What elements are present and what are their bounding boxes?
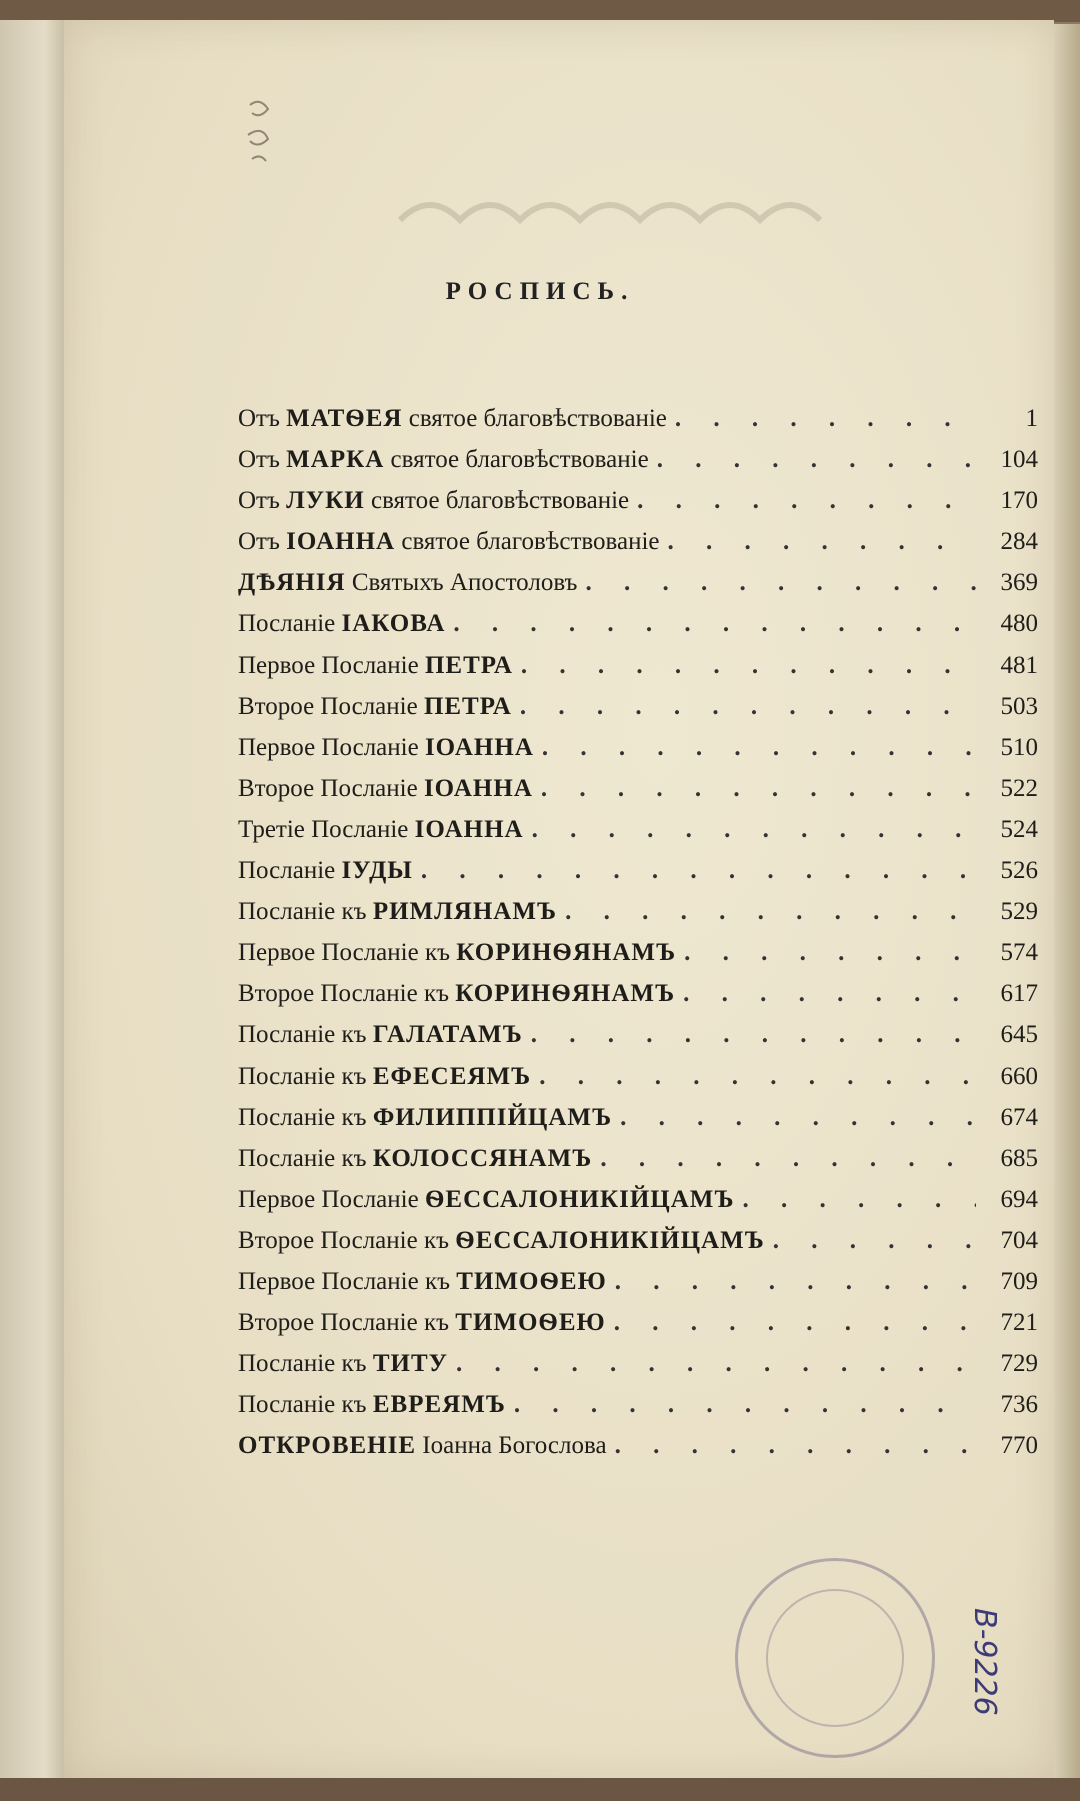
toc-entry-name: КОРИНѲЯНАМЪ — [455, 980, 676, 1008]
toc-entry-title — [238, 1425, 607, 1466]
toc-entry-title — [238, 562, 577, 603]
toc-entry-prefix: Посланіе — [238, 610, 342, 638]
toc-entry-name: ЛУКИ — [286, 487, 365, 515]
toc-entry-name: ІАКОВА — [341, 610, 446, 638]
toc-page-number: 481 — [1000, 651, 1038, 679]
toc-row — [238, 973, 1038, 1014]
dot-leader — [765, 1220, 976, 1261]
dot-leader — [607, 1425, 976, 1466]
dot-leader — [577, 562, 976, 603]
toc-page-number: 104 — [1000, 446, 1038, 474]
toc-entry-suffix: святое благовѣствованіе — [395, 528, 660, 556]
toc-entry-name: ДѢЯНІЯ — [238, 569, 346, 597]
table-of-contents — [238, 398, 1038, 1466]
toc-entry-prefix: Третіе Посланіе — [238, 815, 415, 843]
toc-page-number: 685 — [1000, 1144, 1038, 1172]
toc-entry-prefix: Первое Посланіе — [238, 651, 425, 679]
toc-entry-suffix: святое благовѣствованіе — [402, 405, 667, 432]
dot-leader — [531, 1056, 976, 1097]
bleed-through-text — [380, 180, 940, 240]
toc-entry-title — [238, 809, 524, 850]
toc-page-number: 660 — [1000, 1062, 1038, 1090]
toc-entry-title — [238, 891, 557, 932]
toc-entry-name: ІОАННА — [286, 528, 396, 556]
toc-entry-name: ІОАННА — [424, 733, 534, 761]
toc-entry-prefix: Первое Посланіе къ — [238, 1267, 457, 1295]
toc-entry-prefix: Второе Посланіе къ — [238, 980, 456, 1008]
toc-row — [238, 1220, 1038, 1261]
toc-entry-name: РИМЛЯНАМЪ — [372, 898, 558, 926]
toc-entry-name: ѲЕССАЛОНИКІЙЦАМЪ — [455, 1226, 765, 1254]
toc-entry-title — [238, 645, 513, 686]
toc-entry-title — [238, 439, 649, 480]
toc-entry-name: ПЕТРА — [423, 692, 512, 720]
toc-row — [238, 1261, 1038, 1302]
toc-page-number: 510 — [1000, 733, 1038, 761]
toc-row — [238, 768, 1038, 809]
toc-row — [238, 521, 1038, 562]
toc-page-number: 694 — [1000, 1185, 1038, 1213]
toc-page-number: 524 — [1000, 815, 1038, 843]
toc-entry-name: ГАЛАТАМЪ — [372, 1021, 523, 1049]
toc-entry-title — [238, 727, 534, 768]
toc-entry-prefix: Отъ — [238, 446, 287, 474]
toc-row — [238, 1138, 1038, 1179]
toc-page-number: 526 — [1000, 857, 1038, 885]
toc-page-number: 522 — [1000, 774, 1038, 802]
toc-entry-prefix: Отъ — [238, 487, 287, 515]
toc-entry-name: ІУДЫ — [341, 857, 413, 885]
toc-page-number: 480 — [1000, 610, 1038, 638]
toc-entry-name: ТИТУ — [372, 1350, 448, 1378]
toc-entry-name: ЕВРЕЯМЪ — [372, 1391, 506, 1419]
toc-page-number: 674 — [1000, 1103, 1038, 1131]
toc-entry-title — [238, 1014, 523, 1055]
toc-page-number: 574 — [1000, 939, 1038, 967]
toc-entry-name: ФИЛИППІЙЦАМЪ — [372, 1103, 613, 1131]
toc-page-number: 721 — [1000, 1309, 1038, 1337]
toc-entry-prefix: Посланіе къ — [238, 1350, 373, 1378]
toc-entry-title — [238, 480, 629, 521]
toc-entry-title — [238, 1138, 592, 1179]
shelfmark-text: В-9226 — [967, 1608, 1002, 1716]
toc-entry-title — [238, 521, 660, 562]
toc-row — [238, 603, 1038, 644]
dot-leader — [649, 439, 976, 480]
toc-entry-prefix: Второе Посланіе — [238, 774, 424, 802]
dot-leader — [675, 973, 976, 1014]
toc-entry-title — [238, 1056, 531, 1097]
toc-page-number: 645 — [1000, 1021, 1038, 1049]
toc-row — [238, 1425, 1038, 1466]
toc-row — [238, 891, 1038, 932]
toc-page-number: 369 — [1000, 569, 1038, 597]
toc-entry-title — [238, 1343, 448, 1384]
toc-row — [238, 1056, 1038, 1097]
toc-row — [238, 439, 1038, 480]
toc-entry-name: ЕФЕСЕЯМЪ — [372, 1062, 532, 1090]
page-heading: РОСПИСЬ. — [445, 278, 635, 305]
toc-page-number: 170 — [1000, 487, 1038, 515]
toc-entry-prefix: Отъ — [238, 405, 287, 432]
toc-entry-name: ІОАННА — [423, 774, 533, 802]
toc-entry-name: МАТѲЕЯ — [286, 405, 403, 432]
toc-entry-title — [238, 973, 675, 1014]
toc-page-number: 770 — [1000, 1432, 1038, 1460]
toc-page-number: 729 — [1000, 1350, 1038, 1378]
toc-entry-name: ТИМОѲЕЮ — [456, 1267, 607, 1295]
toc-row — [238, 850, 1038, 891]
toc-entry-name: ІОАННА — [414, 815, 524, 843]
toc-page-number: 1 — [1025, 405, 1038, 432]
toc-entry-suffix: Іоанна Богослова — [416, 1432, 607, 1460]
toc-entry-name: ТИМОѲЕЮ — [455, 1309, 606, 1337]
scan-top-border — [0, 0, 1080, 22]
toc-row — [238, 1302, 1038, 1343]
toc-row — [238, 1179, 1038, 1220]
dot-leader — [592, 1138, 976, 1179]
toc-entry-prefix: Посланіе къ — [238, 1144, 373, 1172]
dot-leader — [445, 603, 976, 644]
toc-entry-title — [238, 603, 445, 644]
dot-leader — [606, 1302, 976, 1343]
toc-page-number: 503 — [1000, 692, 1038, 720]
toc-entry-prefix: Посланіе къ — [238, 1062, 373, 1090]
toc-entry-title — [238, 1097, 612, 1138]
dot-leader — [513, 645, 976, 686]
toc-entry-suffix: святое благовѣствованіе — [384, 446, 649, 474]
toc-row — [238, 1097, 1038, 1138]
toc-row — [238, 562, 1038, 603]
toc-entry-prefix: Второе Посланіе къ — [238, 1226, 456, 1254]
toc-entry-prefix: Отъ — [238, 528, 287, 556]
dot-leader — [557, 891, 976, 932]
toc-entry-name: ПЕТРА — [424, 651, 513, 679]
dot-leader — [413, 850, 976, 891]
toc-page-number: 284 — [1000, 528, 1038, 556]
toc-entry-name: МАРКА — [286, 446, 385, 474]
toc-entry-name: ѲЕССАЛОНИКІЙЦАМЪ — [424, 1185, 735, 1213]
toc-row — [238, 1343, 1038, 1384]
toc-row — [238, 686, 1038, 727]
toc-row — [238, 398, 1038, 439]
dot-leader — [667, 398, 976, 439]
toc-row — [238, 645, 1038, 686]
toc-page-number: 704 — [1000, 1226, 1038, 1254]
toc-entry-title — [238, 1220, 765, 1261]
toc-row — [238, 1014, 1038, 1055]
toc-page-number: 529 — [1000, 898, 1038, 926]
dot-leader — [523, 1014, 976, 1055]
dot-leader — [506, 1384, 976, 1425]
toc-entry-name: ОТКРОВЕНІЕ — [238, 1432, 417, 1460]
toc-entry-prefix: Первое Посланіе — [238, 1185, 425, 1213]
dot-leader — [533, 768, 976, 809]
toc-entry-prefix: Посланіе къ — [238, 1021, 373, 1049]
toc-row — [238, 480, 1038, 521]
toc-entry-title — [238, 850, 413, 891]
dot-leader — [676, 932, 976, 973]
dot-leader — [612, 1097, 976, 1138]
dot-leader — [448, 1343, 976, 1384]
toc-entry-suffix: святое благовѣствованіе — [364, 487, 630, 515]
toc-entry-prefix: Посланіе къ — [238, 898, 373, 926]
dot-leader — [534, 727, 976, 768]
dot-leader — [512, 686, 976, 727]
dot-leader — [734, 1179, 976, 1220]
toc-entry-title — [238, 1302, 606, 1343]
toc-page-number: 617 — [1000, 980, 1038, 1008]
toc-entry-title — [238, 1384, 506, 1425]
toc-entry-prefix: Второе Посланіе къ — [238, 1309, 456, 1337]
toc-entry-title — [238, 768, 533, 809]
shelfmark — [912, 1608, 1032, 1716]
toc-entry-suffix: Святыхъ Апостоловъ — [345, 569, 578, 597]
toc-row — [238, 727, 1038, 768]
toc-entry-title — [238, 1261, 607, 1302]
toc-entry-title — [238, 932, 676, 973]
dot-leader — [660, 521, 976, 562]
toc-entry-name: КОЛОССЯНАМЪ — [372, 1144, 593, 1172]
toc-entry-name: КОРИНѲЯНАМЪ — [456, 939, 677, 967]
toc-page-number: 709 — [1000, 1267, 1038, 1295]
dot-leader — [607, 1261, 976, 1302]
toc-row — [238, 932, 1038, 973]
toc-entry-prefix: Посланіе къ — [238, 1103, 373, 1131]
dot-leader — [629, 480, 976, 521]
toc-page-number: 736 — [1000, 1391, 1038, 1419]
toc-entry-title — [238, 1179, 734, 1220]
toc-entry-title — [238, 686, 512, 727]
toc-entry-prefix: Первое Посланіе къ — [238, 939, 457, 967]
dot-leader — [524, 809, 976, 850]
toc-row — [238, 809, 1038, 850]
scan-bottom-border — [0, 1778, 1080, 1801]
toc-entry-prefix: Второе Посланіе — [238, 692, 424, 720]
toc-entry-title — [238, 398, 667, 439]
toc-entry-prefix: Посланіе къ — [238, 1391, 373, 1419]
toc-entry-prefix: Посланіе — [238, 857, 342, 885]
toc-entry-prefix: Первое Посланіе — [238, 733, 425, 761]
toc-row — [238, 1384, 1038, 1425]
library-stamp — [735, 1558, 935, 1758]
pencil-mark — [238, 95, 278, 175]
